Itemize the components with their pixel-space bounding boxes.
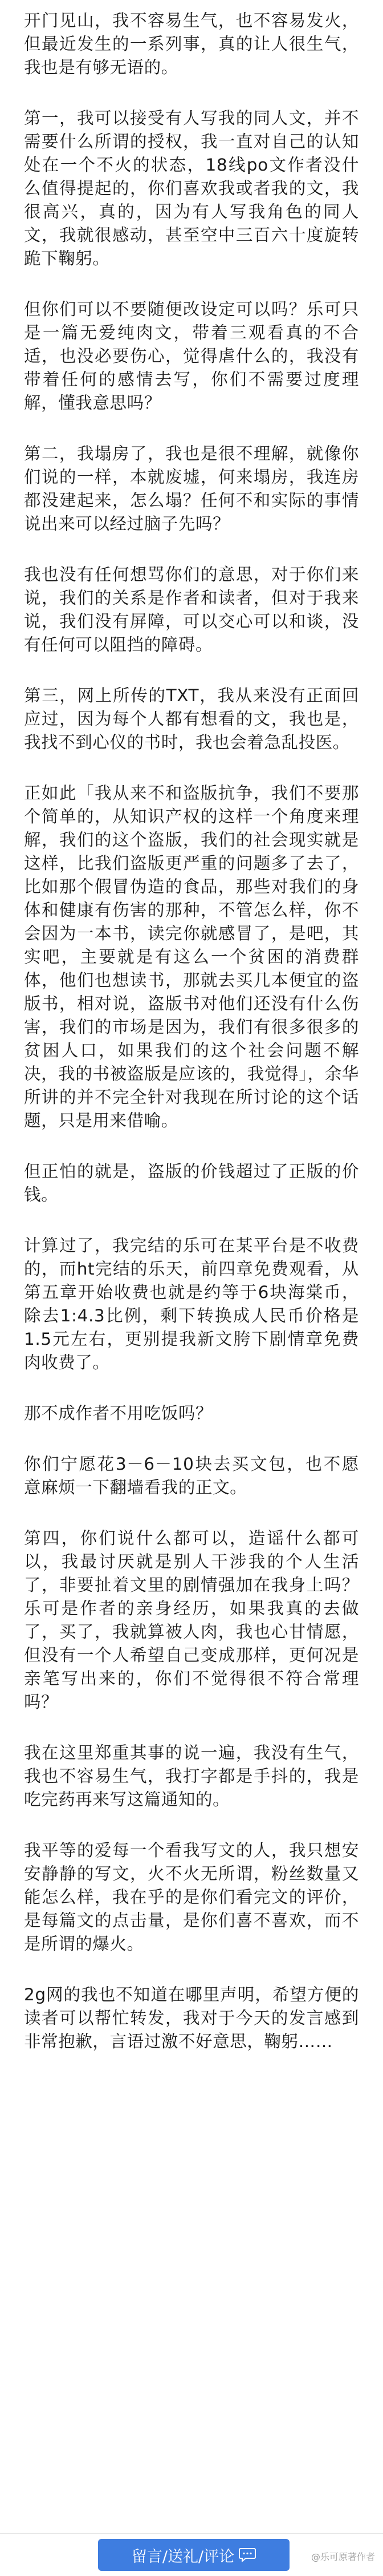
- paragraph: 第四，你们说什么都可以，造谣什么都可以，我最讨厌就是别人干涉我的个人生活了，非要扯着文里的剧情强加在我身上吗？乐可是作者的亲身经历，如果我真的去做了，买了，我就算被人肉，我也心甘情愿，但没有一个人希望自己变成那样，更何况是亲笔写出来的，你们不觉得很不符合常理吗？: [24, 1528, 359, 1712]
- paragraph: 那不成作者不用吃饭吗？: [24, 1404, 213, 1423]
- paragraph: 正如此「我从来不和盗版抗争，我们不要那个简单的，从知识产权的这样一个角度来理解，我们的这个盗版，我们的社会现实就是这样，比我们盗版更严重的问题多了去了，比如那个假冒伪造的食品，那些对我们的身体和健康有伤害的那种，不管怎么样，你不会因为一本书，读完你就感冒了，是吧，其实吧，主要就是有这么一个贫困的消费群体，他们也想读书，那就去买几本便宜的盗版书，相对说，盗版书对他们还没有什么伤害，我们的市场是因为，我们有很多很多的贫困人口，如果我们的这个社会问题不解决，我的书被盗版是应该的，我觉得」，余华所讲的并不完全针对我现在所讨论的这个话题，只是用来借喻。: [24, 783, 359, 1130]
- bottom-action-bar: [0, 2533, 383, 2576]
- paragraph: 计算过了，我完结的乐可在某平台是不收费的，而ht完结的乐天，前四章免费观看，从第五章开始收费也就是约等于6块海棠币，除去1:4.3比例，剩下转换成人民币价格是1.5元左右，更别提我新文胯下剧情章免费肉收费了。: [24, 1236, 359, 1372]
- paragraph: 第一，我可以接受有人写我的同人文，并不需要什么所谓的授权，我一直对自己的认知处在一个不火的状态，18线po文作者没什么值得提起的，你们喜欢我或者我的文，我很高兴，真的，因为有人写我角色的同人文，我就很感动，甚至空中三百六十度旋转跪下鞠躬。: [24, 108, 359, 268]
- chat-bubble-icon: [239, 2547, 256, 2562]
- paragraph: 我平等的爱每一个看我写文的人，我只想安安静静的写文，火不火无所谓，粉丝数量又能怎么样，我在乎的是你们看完文的评价，是每篇文的点击量，是你们喜不喜欢，而不是所谓的爆火。: [24, 1841, 359, 1954]
- comment-button[interactable]: [98, 2539, 290, 2571]
- paragraph: 2g网的我也不知道在哪里声明，希望方便的读者可以帮忙转发，我对于今天的发言感到非常抱歉，言语过激不好意思，鞠躬……: [24, 1985, 359, 2051]
- paragraph: 开门见山，我不容易生气，也不容易发火，但最近发生的一系列事，真的让人很生气，我也是有够无语的。: [24, 11, 359, 77]
- paragraph: 我也没有任何想骂你们的意思，对于你们来说，我们的关系是作者和读者，但对于我来说，我们没有屏障，可以交心可以和谈，没有任何可以阻挡的障碍。: [24, 565, 359, 654]
- paragraph: 我在这里郑重其事的说一遍，我没有生气，我也不容易生气，我打字都是手抖的，我是吃完药再来写这篇通知的。: [24, 1743, 359, 1809]
- paragraph: 第二，我塌房了，我也是很不理解，就像你们说的一样，本就废墟，何来塌房，我连房都没建起来，怎么塌？任何不和实际的事情说出来可以经过脑子先吗？: [24, 444, 359, 533]
- paragraph: 第三，网上所传的TXT，我从来没有正面回应过，因为每个人都有想看的文，我也是，我找不到心仪的书时，我也会着急乱投医。: [24, 686, 359, 752]
- comment-button-label: 留言/送礼/评论: [131, 2547, 235, 2566]
- article-body: [24, 9, 359, 2081]
- paragraph: 但你们可以不要随便改设定可以吗？乐可只是一篇无爱纯肉文，带着三观看真的不合适，也没必要伤心，觉得虐什么的，我没有带着任何的感情去写，你们不需要过度理解，懂我意思吗？: [24, 300, 359, 413]
- paragraph: 你们宁愿花3－6－10块去买文包，也不愿意麻烦一下翻墙看我的正文。: [24, 1454, 359, 1497]
- paragraph: 但正怕的就是，盗版的价钱超过了正版的价钱。: [24, 1162, 359, 1204]
- watermark: @乐可原著作者: [311, 2551, 375, 2562]
